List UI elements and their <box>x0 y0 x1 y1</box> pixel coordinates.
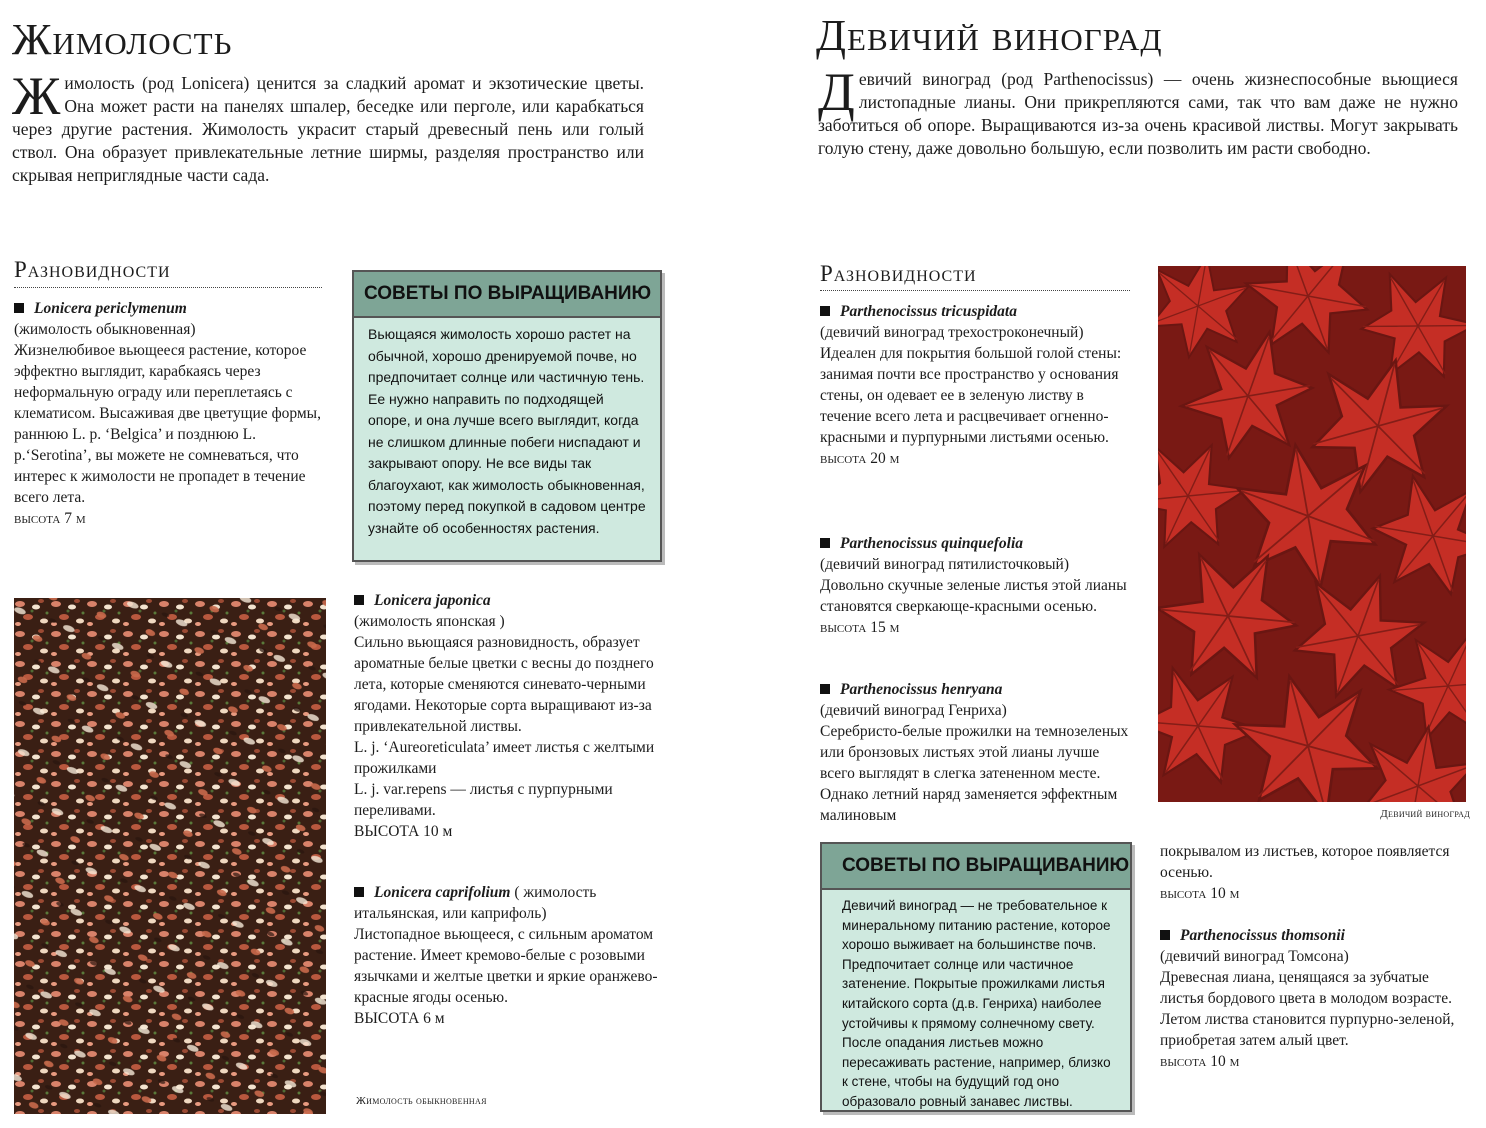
variety-lonicera-caprifolium <box>354 882 660 1029</box>
variety-latin-name: Parthenocissus tricuspidata <box>840 303 1017 320</box>
boston-ivy-photo-caption: Девичий виноград <box>1380 808 1470 820</box>
variety-common-name: (девичий виноград Томсона) <box>1160 948 1349 965</box>
variety-parthenocissus-tricuspidata <box>820 301 1130 469</box>
variety-henryana-continued <box>1160 841 1466 904</box>
bullet-icon <box>820 538 830 548</box>
left-varieties-heading: Разновидности <box>14 257 171 282</box>
right-intro <box>818 62 1458 160</box>
variety-cultivar: L. j. ‘Aureoreticulata’ имеет листья с желтыми прожилками <box>354 739 655 777</box>
left-drop-cap: Ж <box>12 66 61 126</box>
variety-description: Идеален для покрытия большой голой стены: занимая почти все пространство у основания стены, он одевает ее в зеленую листву в течение всего лета и расцвечивает огненно-красными и пурпурными листьями осенью. <box>820 345 1122 446</box>
variety-common-name: (девичий виноград Генриха) <box>820 702 1007 719</box>
variety-height: высота 7 м <box>14 510 86 527</box>
variety-lonicera-japonica <box>354 590 660 842</box>
variety-latin-name: Lonicera japonica <box>374 592 491 609</box>
right-drop-cap: Д <box>818 62 855 122</box>
left-varieties-divider <box>14 287 322 288</box>
growing-tips-text: Девичий виноград — не требовательное к минеральному питанию растение, которое хорошо выживает на большинстве почв. Предпочитает солнце или частичное затенение. Покрытые прожилками листья китайского сорта (д.в. Генриха) наиболее устойчивы к прямому солнечному свету. После опадания листьев можно пересаживать растение, например, близко к стене, чтобы на будущий год оно образовало ровный занавес листвы. <box>842 898 1111 1109</box>
honeysuckle-photo-caption: Жимолость обыкновенная <box>356 1095 487 1107</box>
variety-common-name: (девичий виноград пятилисточковый) <box>820 556 1070 573</box>
variety-height: высота 20 м <box>820 450 900 467</box>
growing-tips-heading: СОВЕТЫ ПО ВЫРАЩИВАНИЮ <box>354 272 660 318</box>
variety-description: Листопадное вьющееся, с сильным ароматом растение. Имеет кремово-белые с розовыми язычками и желтые цветки и яркие оранжево-красные ягоды осенью. <box>354 926 658 1006</box>
left-intro <box>12 66 644 187</box>
bullet-icon <box>820 684 830 694</box>
variety-description: Серебристо-белые прожилки на темнозеленых или бронзовых листьях этой лианы лучше всего выглядят в слегка затененном месте. Однако летний наряд заменяется эффектным малиновым <box>820 723 1129 824</box>
variety-cultivar: L. j. var.repens — листья с пурпурными переливами. <box>354 781 613 819</box>
left-page-title: Жимолость <box>12 15 233 64</box>
bullet-icon <box>354 595 364 605</box>
variety-height: высота 10 м <box>1160 1053 1240 1070</box>
right-varieties-divider <box>820 290 1130 291</box>
variety-latin-name: Parthenocissus henryana <box>840 681 1003 698</box>
variety-description: Жизнелюбивое вьющееся растение, которое эффектно выглядит, карабкаясь через неформальную ограду или переплетаясь с клематисом. Высаживая две цветущие формы, раннюю L. p. ‘Belgica’ и позднюю L. p.‘Serotina’, вы можете не сомневаться, что интерес к жимолости не пропадет в течение всего лета. <box>14 342 321 506</box>
growing-tips-text: Вьющаяся жимолость хорошо растет на обычной, хорошо дренируемой почве, но предпочитает солнце или частичную тень. Ее нужно направить по подходящей опоре, и она лучше всего выглядит, когда не слишком длинные побеги ниспадают и закрывают опору. Не все виды так благоухают, как жимолость обыкновенная, поэтому перед покупкой в садовом центре узнайте об особенностях растения. <box>368 326 646 536</box>
variety-description: Древесная лиана, ценящаяся за зубчатые листья бордового цвета в молодом возрасте. Летом листва становится пурпурно-зеленой, приобретая затем алый цвет. <box>1160 969 1455 1049</box>
honeysuckle-photo-image <box>14 598 326 1114</box>
variety-latin-name: Lonicera caprifolium <box>374 884 511 901</box>
bullet-icon <box>820 306 830 316</box>
variety-parthenocissus-henryana <box>820 679 1130 826</box>
growing-tips-heading: СОВЕТЫ ПО ВЫРАЩИВАНИЮ <box>822 844 1130 890</box>
bullet-icon <box>354 887 364 897</box>
right-page-title: Девичий виноград <box>816 11 1163 60</box>
boston-ivy-photo-image <box>1158 266 1466 802</box>
left-growing-tips-box <box>352 270 662 562</box>
variety-parthenocissus-quinquefolia <box>820 533 1130 638</box>
right-varieties-heading: Разновидности <box>820 261 977 286</box>
variety-latin-name: Parthenocissus quinquefolia <box>840 535 1024 552</box>
variety-parthenocissus-thomsonii <box>1160 925 1466 1072</box>
variety-description: покрывалом из листьев, которое появляется осенью. <box>1160 843 1450 881</box>
honeysuckle-photo <box>14 598 326 1114</box>
variety-latin-name: Lonicera periclymenum <box>34 300 187 317</box>
variety-height: ВЫСОТА 10 м <box>354 823 453 840</box>
variety-description: Сильно вьющаяся разновидность, образует ароматные белые цветки с весны до позднего лета, которые сменяются синевато-черными ягодами. Некоторые сорта выращивают из-за привлекательной листвы. <box>354 634 654 735</box>
variety-height: высота 10 м <box>1160 885 1240 902</box>
boston-ivy-photo <box>1158 266 1466 802</box>
right-growing-tips-box <box>820 842 1132 1112</box>
variety-common-name: ( жимолость итальянская, или каприфоль) <box>354 884 597 922</box>
bullet-icon <box>1160 930 1170 940</box>
variety-height: ВЫСОТА 6 м <box>354 1010 445 1027</box>
variety-latin-name: Parthenocissus thomsonii <box>1180 927 1345 944</box>
variety-common-name: (жимолость японская ) <box>354 613 505 630</box>
variety-common-name: (девичий виноград трехостроконечный) <box>820 324 1084 341</box>
variety-common-name: (жимолость обыкновенная) <box>14 321 196 338</box>
variety-height: высота 15 м <box>820 619 900 636</box>
left-intro-text: имолость (род Lonicera) ценится за сладкий аромат и экзотические цветы. Она может расти на панелях шпалер, беседке или перголе, или карабкаться через другие растения. Жимолость украсит старый древесный пень или голый ствол. Она образует привлекательные летние ширмы, разделяя пространство или скрывая неприглядные части сада. <box>12 73 644 185</box>
right-intro-text: евичий виноград (род Parthenocissus) — очень жизнеспособные вьющиеся листопадные лианы. Они прикрепляются сами, так что вам даже не нужно заботиться об опоре. Выращиваются из-за очень красивой листвы. Могут закрывать голую стену, даже довольно большую, если позволить им расти свободно. <box>818 69 1458 158</box>
variety-description: Довольно скучные зеленые листья этой лианы становятся сверкающе-красными осенью. <box>820 577 1127 615</box>
bullet-icon <box>14 303 24 313</box>
variety-lonicera-periclymenum <box>14 298 322 529</box>
